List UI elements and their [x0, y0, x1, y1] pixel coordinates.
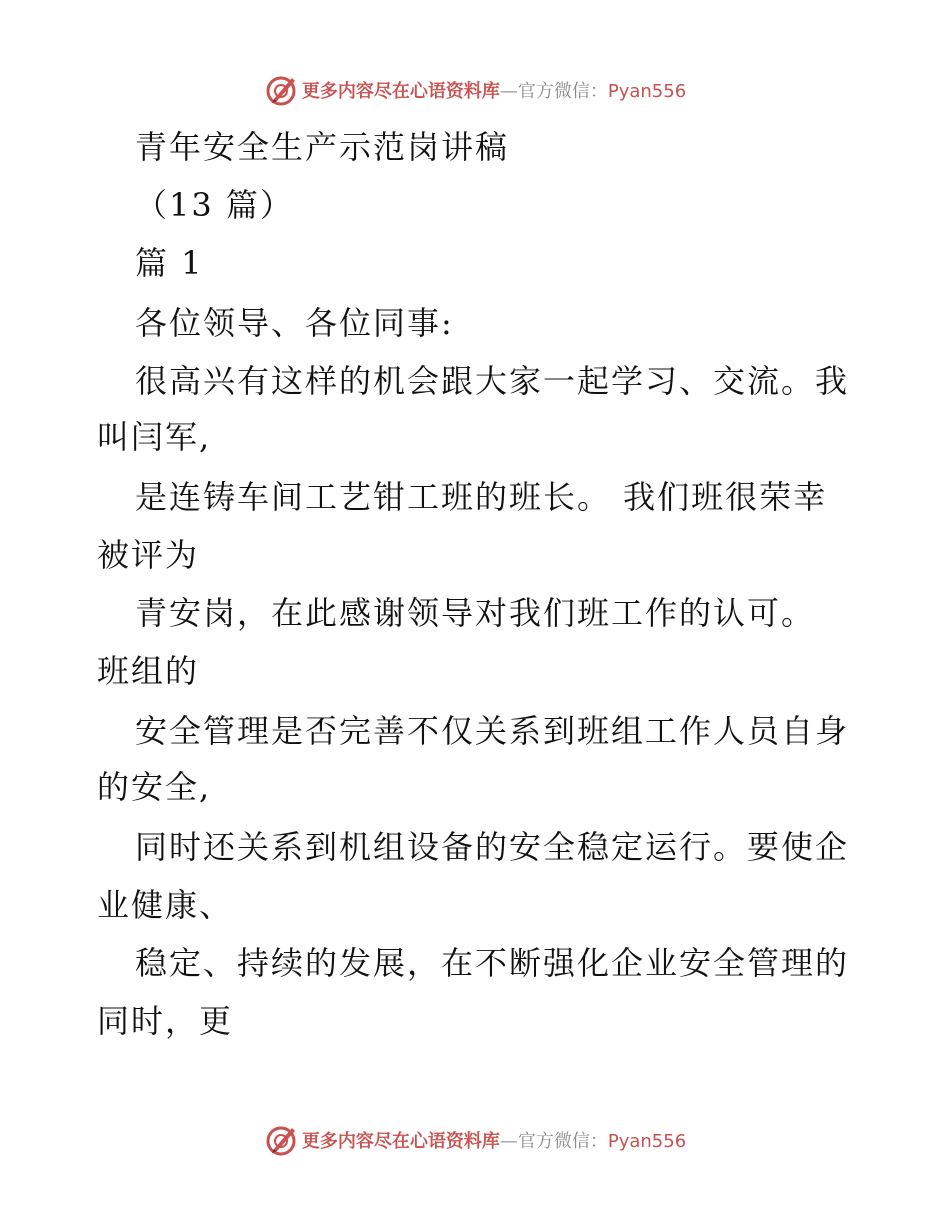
paragraph-line: 被评为: [97, 536, 200, 574]
paragraph-line: 班组的: [97, 652, 200, 690]
paragraph-line: 的安全,: [97, 768, 212, 806]
watermark-label: 官方微信：: [517, 81, 608, 102]
pen-logo-icon: [264, 1123, 298, 1157]
section-heading: 篇 1: [135, 244, 204, 282]
paragraph-line: 青安岗，在此感谢领导对我们班工作的认可。: [135, 594, 816, 632]
pen-logo-icon: [264, 73, 298, 107]
paragraph-line: 很高兴有这样的机会跟大家一起学习、交流。我: [135, 362, 850, 400]
footer-watermark: [0, 1120, 950, 1160]
watermark-separator: —: [499, 81, 518, 102]
watermark-id: Pyan556: [607, 1131, 687, 1152]
watermark-brand: 更多内容尽在心语资料库: [301, 81, 500, 102]
watermark-text: [302, 77, 686, 103]
paragraph-line: 业健康、: [97, 886, 234, 924]
paragraph-line: 安全管理是否完善不仅关系到班组工作人员自身: [135, 712, 850, 750]
paragraph-line: 叫闫军,: [97, 418, 212, 456]
document-subtitle: （13 篇）: [135, 186, 294, 224]
paragraph-line: 同时还关系到机组设备的安全稳定运行。要使企: [135, 828, 850, 866]
paragraph-line: 各位领导、各位同事:: [135, 304, 454, 342]
document-title: 青年安全生产示范岗讲稿: [135, 128, 510, 166]
header-watermark: [0, 70, 950, 110]
watermark-id: Pyan556: [607, 81, 687, 102]
paragraph-line: 是连铸车间工艺钳工班的班长。 我们班很荣幸: [135, 478, 828, 516]
watermark-label: 官方微信：: [517, 1131, 608, 1152]
watermark-separator: —: [499, 1131, 518, 1152]
watermark-brand: 更多内容尽在心语资料库: [301, 1131, 500, 1152]
watermark-text: [302, 1127, 686, 1153]
paragraph-line: 同时，更: [97, 1002, 234, 1040]
paragraph-line: 稳定、持续的发展，在不断强化企业安全管理的: [135, 944, 850, 982]
